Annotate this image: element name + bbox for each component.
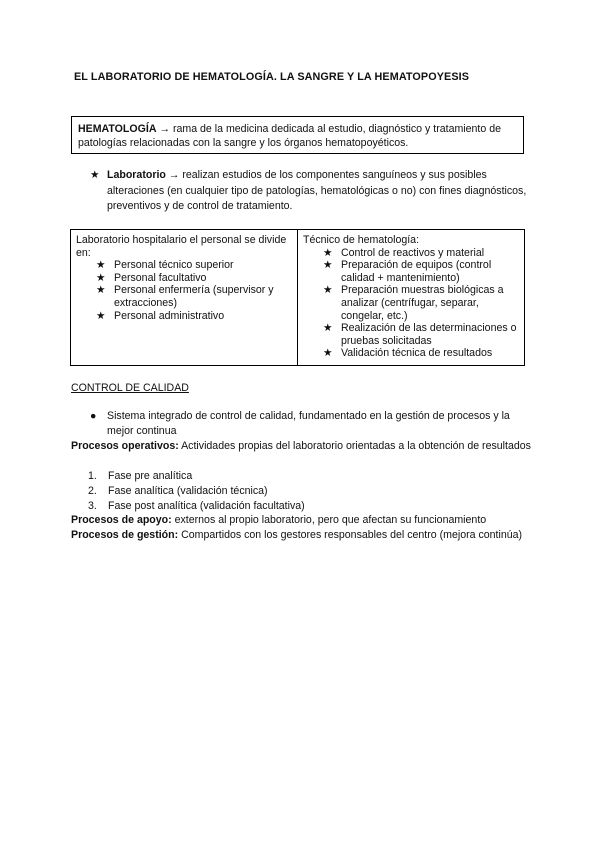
list-item: ★ Preparación de equipos (control calidad + mantenimiento) — [323, 259, 492, 284]
list-item: 3. Fase post analítica (validación facultativa) — [88, 500, 305, 512]
personnel-table — [70, 229, 525, 366]
star-icon: ★ — [96, 259, 106, 272]
definition-term: HEMATOLOGÍA — [78, 123, 157, 135]
list-item: 1. Fase pre analítica — [88, 470, 193, 482]
laboratorio-text — [107, 168, 527, 215]
processes-operational — [71, 439, 531, 454]
technician-cell — [298, 230, 525, 366]
star-icon: ★ — [323, 246, 333, 259]
list-item: 2. Fase analítica (validación técnica) — [88, 485, 268, 497]
laboratorio-description: → realizan estudios de los componentes sanguíneos y sus posibles alteraciones (en cualquier tipo de patologías, hematológicas o no) con fines diagnósticos, preventivos y de control de tratamiento. — [107, 169, 527, 212]
star-icon: ★ — [323, 259, 333, 272]
list-item: ★ Personal facultativo — [96, 271, 207, 284]
technician-list — [323, 247, 519, 360]
star-icon: ★ — [96, 309, 106, 322]
list-item: ★ Validación técnica de resultados — [323, 347, 493, 360]
list-item: ★ Personal administrativo — [96, 309, 225, 322]
star-icon: ★ — [323, 347, 333, 360]
processes-management — [71, 528, 531, 543]
list-item: ★ Realización de las determinaciones o pruebas solicitadas — [323, 322, 517, 347]
list-item: ★ Preparación muestras biológicas a analizar (centrífugar, separar, congelar, etc.) — [323, 284, 504, 322]
hospital-staff-heading: Laboratorio hospitalario el personal se divide en: — [76, 234, 287, 259]
management-label: Procesos de gestión: — [71, 529, 179, 541]
star-icon: ★ — [323, 322, 333, 335]
definition-text: → rama de la medicina dedicada al estudio, diagnóstico y tratamiento de patologías relacionadas con la sangre y los órganos hematopoyéticos. — [78, 123, 501, 149]
star-icon: ★ — [90, 169, 100, 181]
star-icon: ★ — [323, 284, 333, 297]
support-label: Procesos de apoyo: — [71, 514, 172, 526]
star-icon: ★ — [96, 271, 106, 284]
page-title: EL LABORATORIO DE HEMATOLOGÍA. LA SANGRE Y LA HEMATOPOYESIS — [74, 71, 470, 83]
star-icon: ★ — [96, 284, 106, 297]
processes-support — [71, 513, 531, 528]
hospital-staff-cell — [71, 230, 298, 366]
support-text: externos al propio laboratorio, pero que afectan su funcionamiento — [171, 514, 487, 526]
operational-label: Procesos operativos: — [71, 440, 179, 452]
operational-text: Actividades propias del laboratorio orientadas a la obtención de resultados — [178, 440, 531, 452]
list-item: ★ Personal enfermería (supervisor y extracciones) — [96, 284, 274, 309]
list-item: ★ Personal técnico superior — [96, 259, 234, 272]
quality-control-heading: CONTROL DE CALIDAD — [71, 382, 189, 394]
list-item: ★ Control de reactivos y material — [323, 246, 485, 259]
phases-list — [88, 469, 508, 514]
definition-box — [71, 116, 524, 154]
technician-heading: Técnico de hematología: — [303, 234, 420, 246]
laboratorio-term: Laboratorio — [107, 169, 166, 181]
management-text: Compartidos con los gestores responsables del centro (mejora continúa) — [178, 529, 523, 541]
quality-bullet-text: Sistema integrado de control de calidad, fundamentado en la gestión de procesos y la mejor continua — [107, 410, 510, 437]
bullet-icon: ● — [90, 410, 97, 422]
hospital-staff-list — [96, 259, 292, 322]
